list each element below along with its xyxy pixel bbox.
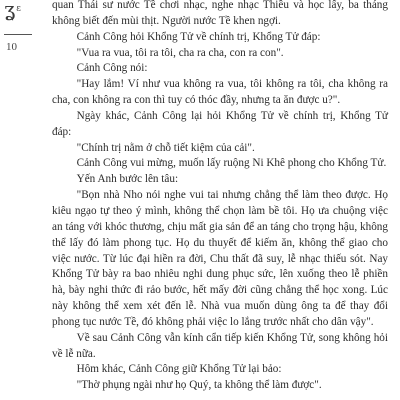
paragraph: Cảnh Công hỏi Khổng Tử về chính trị, Khổng Tử đáp: xyxy=(76,30,321,43)
paragraph: "Hay lắm! Ví như vua không ra vua, tôi không ra tôi, cha không ra cha, con không ra con thì tuy có thóc đầy, nhưng ta ăn được u?". xyxy=(52,78,388,107)
paragraph: Cảnh Công vui mừng, muốn lấy ruộng Ni Khê phong cho Khổng Tử. xyxy=(76,157,387,170)
calligraphy-ornament xyxy=(4,0,21,21)
paragraph: Ngày khác, Cảnh Công lại hỏi Khổng Tử về chính trị, Khổng Tử đáp: xyxy=(52,109,388,138)
calligraphy-glyph-sub: ε xyxy=(16,4,21,14)
folio-rule xyxy=(4,34,32,35)
paragraph: "Bọn nhà Nho nói nghe vui tai nhưng chẳng thể làm theo được. Họ kiêu ngạo tự theo ý mình, không thể chọn làm bề tôi. Họ ưa chuộng việc an táng với khóc thương, chịu mất gia sản để an táng cho trọng hậu, không thể lấy đó làm phong tục. Họ du thuyết để kiếm ăn, không thể giao cho việc nước. Từ lúc đại hiền ra đời, Chu thất đã suy, lễ nhạc thiếu sót. Nay Khổng Tử bày ra bao nhiêu nghi dung phục sức, lên xuống theo lễ phiền hà, bày nghi thức đi rảo bước, hết mấy đời cũng chẳng thể học xong. Lúc này không thể xem xét đến lễ. Nhà vua muốn dùng ông ta để thay đổi phong tục nước Tề, đó không phải việc lo lắng trước nhất cho dân vậy". xyxy=(52,189,388,328)
paragraph: Về sau Cảnh Công vẫn kính cẩn tiếp kiến Khổng Tử, song không hỏi về lễ nữa. xyxy=(52,331,388,360)
paragraph: "Chính trị nằm ở chỗ tiết kiệm của cải". xyxy=(76,141,255,154)
paragraph: Hôm khác, Cảnh Công giữ Khổng Tử lại bảo: xyxy=(76,363,282,376)
page-margin xyxy=(0,0,46,400)
body-text xyxy=(52,0,388,394)
paragraph: "Vua ra vua, tôi ra tôi, cha ra cha, con ra con". xyxy=(76,46,284,59)
paragraph: Cảnh Công nói: xyxy=(76,62,148,75)
paragraph: "Thờ phụng ngài như họ Quý, ta không thể làm được". xyxy=(76,379,322,392)
calligraphy-glyph: ʓ xyxy=(4,0,16,21)
paragraph: Yến Anh bước lên tâu: xyxy=(76,173,179,186)
page-number: 10 xyxy=(6,41,17,53)
paragraph: quan Thái sư nước Tề chơi nhạc, nghe nhạc Thiều và học lấy, ba tháng không biết đến mùi thịt. Người nước Tề khen ngợi. xyxy=(52,0,388,27)
